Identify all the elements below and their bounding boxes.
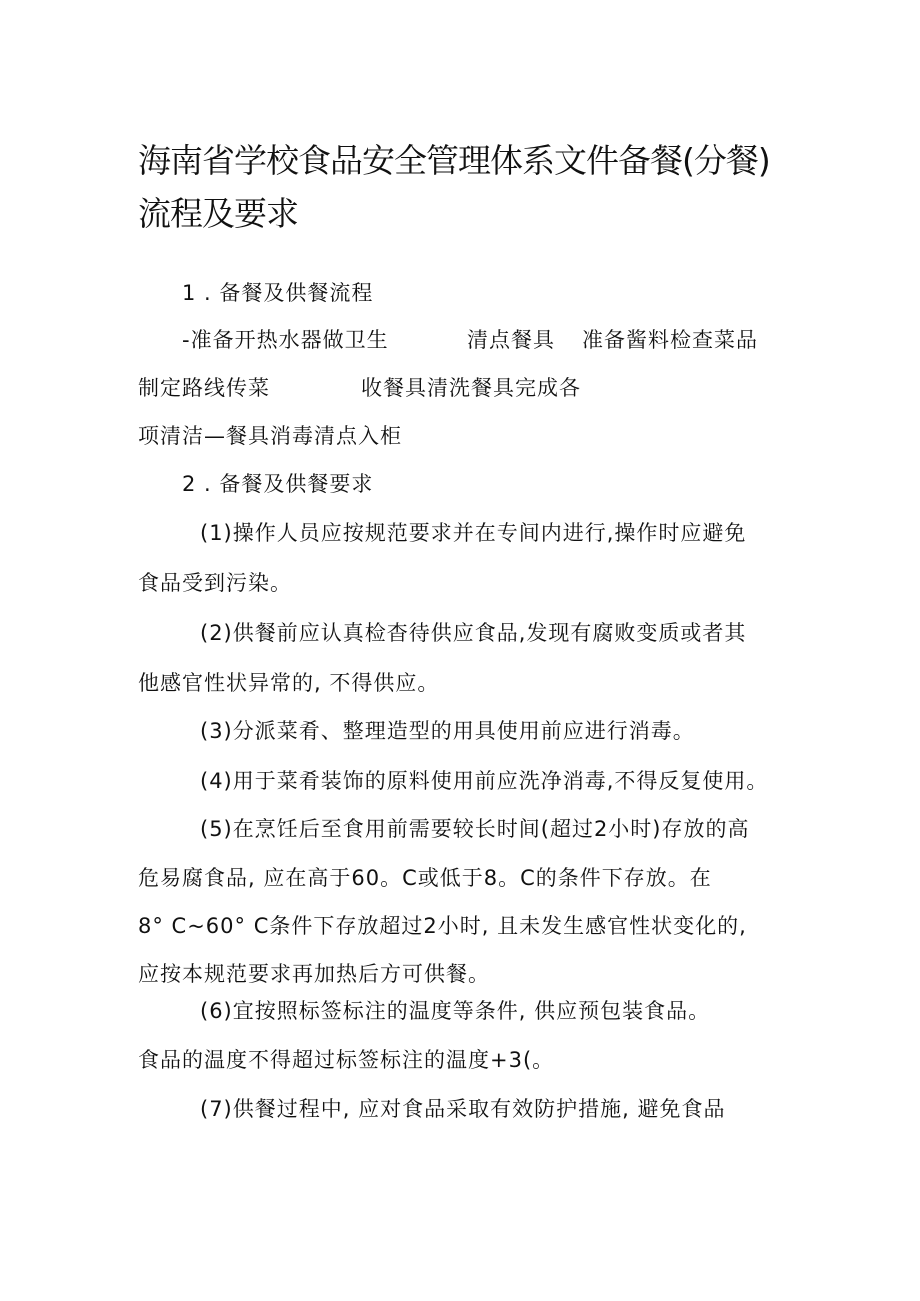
section-1-heading: 1 . 备餐及供餐流程 bbox=[182, 281, 374, 305]
requirement-1-line-1: (1)操作人员应按规范要求并在专间内进行,操作时应避免 bbox=[200, 521, 747, 545]
title-line-2: 流程及要求 bbox=[138, 194, 298, 233]
requirement-2-line-1: (2)供餐前应认真检杳待供应食品,发现有腐败变质或者其 bbox=[200, 621, 747, 645]
requirement-4-line-1: (4)用于菜肴装饰的原料使用前应洗净消毒,不得反复使用。 bbox=[200, 769, 769, 793]
flow-step-count-tableware: 清点餐具 bbox=[467, 328, 555, 352]
requirement-6-line-1: (6)宜按照标签标注的温度等条件, 供应预包装食品。 bbox=[200, 999, 711, 1023]
requirement-5-line-3: 8° C~60° C条件下存放超过2小时, 且未发生感官性状变化的, bbox=[138, 914, 747, 938]
requirement-5-line-4: 应按本规范要求再加热后方可供餐。 bbox=[138, 962, 490, 986]
requirement-6-line-2: 食品的温度不得超过标签标注的温度+3(。 bbox=[138, 1048, 555, 1072]
requirement-5-line-1: (5)在烹饪后至食用前需要较长时间(超过2小时)存放的高 bbox=[200, 817, 750, 841]
flow-step-prepare: -准备开热水器做卫生 bbox=[182, 328, 389, 352]
flow-step-route: 制定路线传菜 bbox=[138, 376, 270, 400]
flow-step-check-dishes: 准备酱料检查菜品 bbox=[582, 328, 758, 352]
section-2-heading: 2 . 备餐及供餐要求 bbox=[182, 472, 374, 496]
requirement-2-line-2: 他感官性状异常的, 不得供应。 bbox=[138, 671, 440, 695]
document-title bbox=[138, 134, 838, 240]
requirement-5-line-2: 危易腐食品, 应在高于60。C或低于8。C的条件下存放。在 bbox=[138, 866, 712, 890]
requirement-7-line-1: (7)供餐过程中, 应对食品采取有效防护措施, 避免食品 bbox=[200, 1097, 726, 1121]
requirement-1-line-2: 食品受到污染。 bbox=[138, 571, 292, 595]
requirement-3-line-1: (3)分派菜肴、整理造型的用具使用前应进行消毒。 bbox=[200, 719, 695, 743]
flow-step-collect-wash: 收餐具清洗餐具完成各 bbox=[361, 376, 581, 400]
flow-step-clean-disinfect: 项清洁—餐具消毒清点入柜 bbox=[138, 424, 402, 448]
title-line-1: 海南省学校食品安全管理体系文件备餐(分餐) bbox=[138, 141, 770, 180]
